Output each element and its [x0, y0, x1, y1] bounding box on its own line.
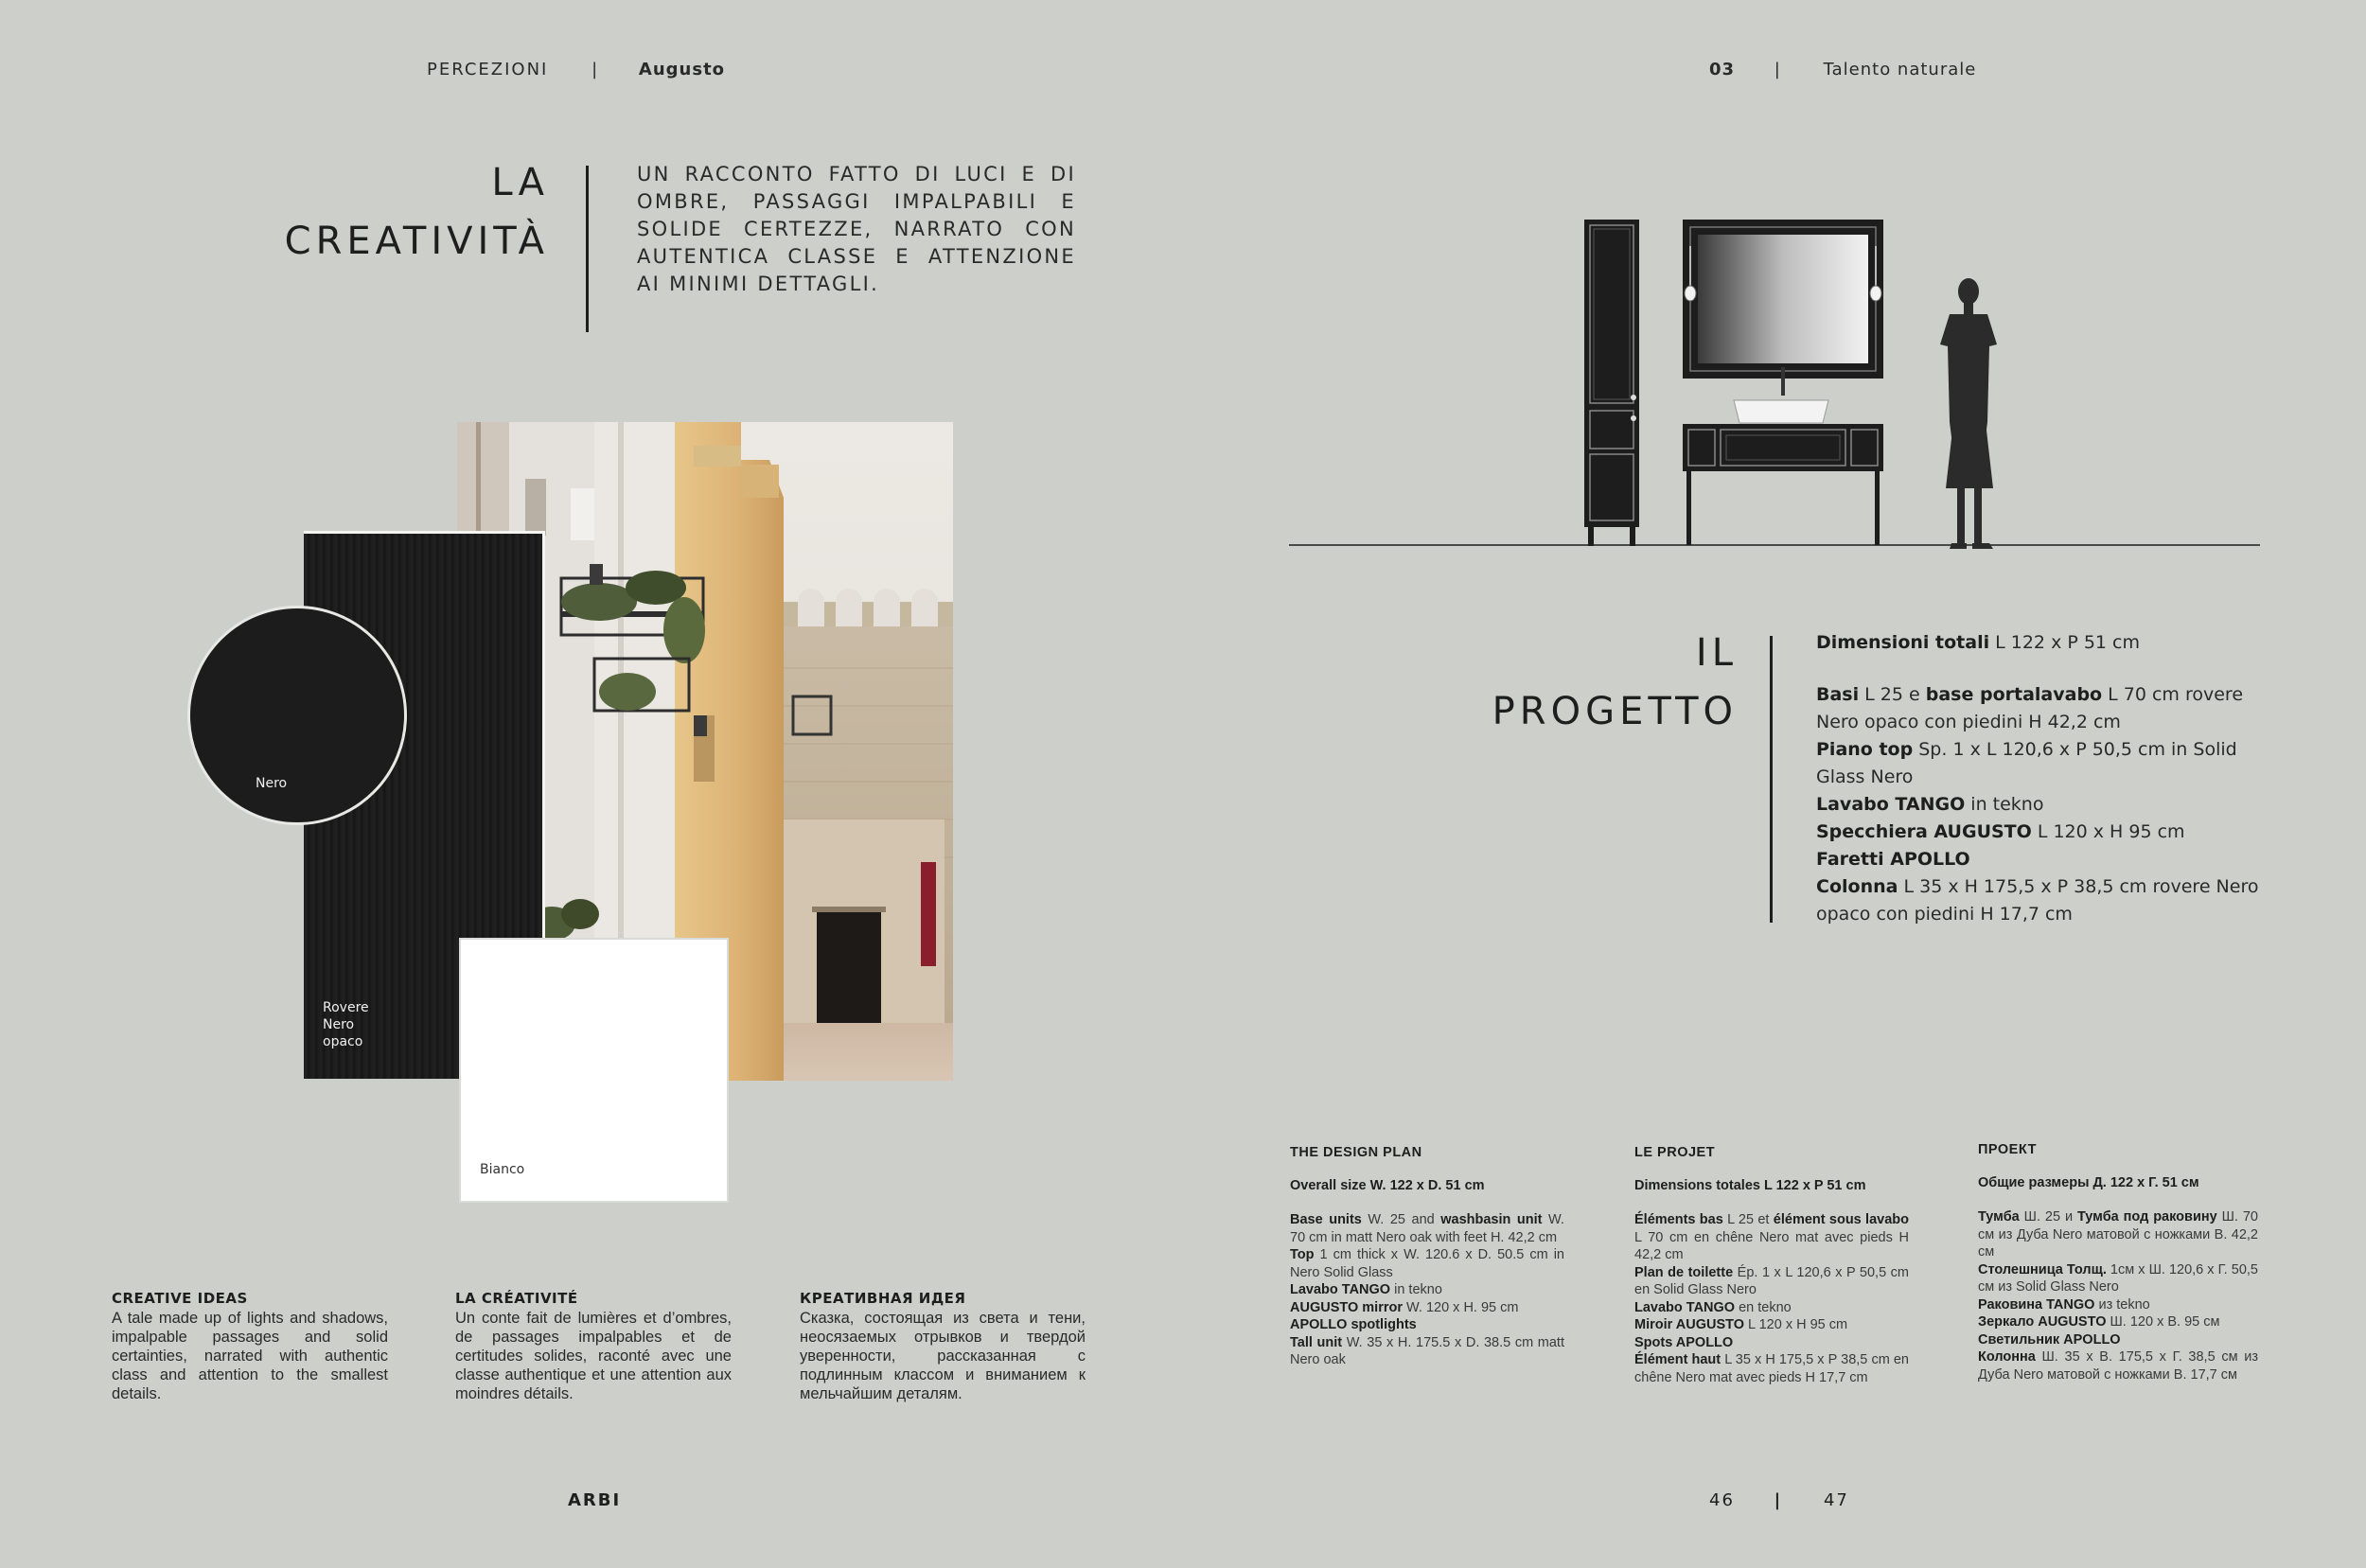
- spec-label: Specchiera AUGUSTO: [1816, 821, 2032, 842]
- spec-label: base portalavabo: [1925, 684, 2103, 705]
- spec-overall-size: Общие размеры Д. 122 x Г. 51 см: [1978, 1174, 2199, 1190]
- spec-label: Plan de toilette: [1634, 1264, 1734, 1280]
- spec-label: Lavabo TANGO: [1634, 1299, 1736, 1315]
- header-number: 03: [1709, 60, 1736, 79]
- spec-label: Miroir AUGUSTO: [1634, 1317, 1745, 1332]
- spec-column-english: [1290, 1144, 1564, 1369]
- swatch-nero-label: Nero: [256, 776, 288, 791]
- spec-label: Basi: [1816, 684, 1860, 705]
- title-divider: [586, 166, 589, 332]
- spec-label: Spots APOLLO: [1634, 1334, 1734, 1350]
- spec-value: 1см x Ш. 120,6 x Г. 50,5 см из Solid Glass Nero: [1978, 1261, 2258, 1295]
- column-heading: КРЕАТИВНАЯ ИДЕЯ: [800, 1290, 966, 1307]
- spec-label: APOLLO spotlights: [1290, 1317, 1417, 1332]
- spec-item: [1634, 1211, 1909, 1264]
- spec-item: [1978, 1313, 2258, 1331]
- spec-column-heading: LE PROJET: [1634, 1145, 1716, 1160]
- spec-label: Раковина TANGO: [1978, 1296, 2095, 1313]
- spec-label: AUGUSTO mirror: [1290, 1299, 1403, 1315]
- spec-item: [1978, 1331, 2258, 1349]
- spec-column-russian: [1978, 1141, 2258, 1383]
- swatch-nero: [187, 606, 407, 825]
- spec-item: [1290, 1316, 1564, 1334]
- spec-label: Светильник APOLLO: [1978, 1331, 2121, 1348]
- column-text: A tale made up of lights and shadows, impalpable passages and solid certainties, narrated with authentic class and attention to the smallest details.: [112, 1310, 388, 1402]
- page-number-left: 46: [1709, 1490, 1735, 1510]
- column-french: [455, 1290, 732, 1403]
- spec-item: [1978, 1296, 2258, 1314]
- spec-value: 1 cm thick x W. 120.6 x D. 50.5 cm in Nero Solid Glass: [1290, 1247, 1564, 1280]
- title-line-2: CREATIVITÀ: [284, 220, 549, 263]
- spec-column-heading: ПРОЕКТ: [1978, 1142, 2037, 1157]
- spec-lavabo: [1816, 791, 2261, 819]
- page-title-progetto: [1420, 624, 1738, 741]
- header-divider: |: [592, 60, 600, 79]
- footer-divider: |: [1774, 1490, 1783, 1510]
- spec-value: W. 70 cm in matt Nero oak with feet H. 42,2 cm: [1290, 1212, 1564, 1245]
- spec-value: Ш. 35 x В. 175,5 x Г. 38,5 см из Дуба Nero матовой с ножками В. 17,7 см: [1978, 1349, 2258, 1383]
- page-title-creativita: [237, 153, 549, 271]
- spec-item: [1978, 1348, 2258, 1383]
- spec-item: [1634, 1334, 1909, 1352]
- spec-label: Зеркало AUGUSTO: [1978, 1314, 2107, 1330]
- spec-column-heading: THE DESIGN PLAN: [1290, 1145, 1422, 1160]
- header-product: Augusto: [638, 60, 726, 79]
- progetto-divider: [1770, 636, 1773, 923]
- spec-label: Colonna: [1816, 876, 1898, 897]
- spec-item: [1290, 1334, 1564, 1369]
- spec-value: W. 120 x H. 95 cm: [1402, 1299, 1519, 1315]
- spec-value: L 70 cm en chêne Nero mat avec pieds H 42,2 cm: [1634, 1229, 1909, 1262]
- header-section: PERCEZIONI: [427, 60, 549, 79]
- spec-item: [1978, 1208, 2258, 1261]
- spec-label: élément sous lavabo: [1773, 1212, 1909, 1227]
- spec-value: L 122 x P 51 cm: [1989, 632, 2141, 653]
- footer-pages: [1709, 1490, 1849, 1510]
- spec-value: L 70 cm rovere Nero opaco con piedini H 42,2 cm: [1816, 684, 2244, 732]
- spec-faretti: [1816, 846, 2261, 873]
- spec-value: in tekno: [1390, 1282, 1442, 1297]
- spec-value: in tekno: [1965, 794, 2044, 815]
- spec-item: [1290, 1211, 1564, 1246]
- header-title: Talento naturale: [1823, 60, 1977, 79]
- spec-label: Столешница Толщ.: [1978, 1261, 2107, 1277]
- footer-brand: ARBI: [568, 1490, 622, 1510]
- spec-value: L 25 e: [1859, 684, 1926, 705]
- spec-item: [1290, 1299, 1564, 1317]
- spec-label: Lavabo TANGO: [1816, 794, 1966, 815]
- intro-text: UN RACCONTO FATTO DI LUCI E DI OMBRE, PASSAGGI IMPALPABILI E SOLIDE CERTEZZE, NARRATO CON AUTENTICA CLASSE E ATTENZIONE AI MINIMI DETTAGLI.: [637, 163, 1076, 295]
- swatch-rovere-label: [323, 999, 369, 1050]
- spec-item: [1634, 1299, 1909, 1317]
- spec-column-french: [1634, 1144, 1909, 1386]
- spec-value: Sp. 1 x L 120,6 x P 50,5 cm in Solid Glass Nero: [1816, 739, 2237, 787]
- spec-item: [1634, 1351, 1909, 1386]
- swatch-bianco-label: Bianco: [480, 1162, 525, 1177]
- spec-label: Faretti APOLLO: [1816, 849, 1970, 870]
- bathroom-composition-illustration: [1289, 208, 2260, 587]
- spec-item: [1634, 1264, 1909, 1299]
- column-text: Сказка, состоящая из света и тени, неосязаемых отрывков и твердой уверенности, рассказанная с подлинным классом и вниманием к мельчайшим деталям.: [800, 1310, 1086, 1402]
- spec-value: Ш. 25 и: [2019, 1209, 2077, 1224]
- spec-value: W. 35 x H. 175.5 x D. 38.5 cm matt Nero oak: [1290, 1334, 1564, 1367]
- column-heading: LA CRÉATIVITÉ: [455, 1290, 578, 1307]
- spec-label: Tall unit: [1290, 1334, 1343, 1350]
- column-heading: CREATIVE IDEAS: [112, 1290, 248, 1307]
- spec-label: Éléments bas: [1634, 1212, 1723, 1227]
- title-line-1: LA: [491, 161, 549, 204]
- spec-value: W. 25 and: [1361, 1212, 1441, 1227]
- spec-value: L 120 x H 95 cm: [1744, 1317, 1848, 1332]
- page-number-right: 47: [1823, 1490, 1849, 1510]
- spec-value: Ép. 1 x L 120,6 x P 50,5 cm en Solid Glass Nero: [1634, 1264, 1909, 1297]
- column-russian: [800, 1290, 1086, 1403]
- spec-label: Dimensioni totali: [1816, 632, 1990, 653]
- spec-label: Колонна: [1978, 1349, 2036, 1365]
- spec-total-size: [1816, 629, 2261, 657]
- header-left: [427, 60, 725, 79]
- spec-value: из tekno: [2094, 1296, 2150, 1313]
- spec-value: en tekno: [1735, 1299, 1792, 1315]
- spec-label: Élément haut: [1634, 1352, 1722, 1367]
- spec-label: Base units: [1290, 1212, 1362, 1227]
- spec-value: Ш. 120 x В. 95 см: [2106, 1314, 2220, 1330]
- spec-overall-size: Dimensions totales L 122 x P 51 cm: [1634, 1177, 1866, 1193]
- spec-list-italian: [1816, 629, 2261, 928]
- product-drawing: [1289, 208, 2260, 587]
- spec-label: Lavabo TANGO: [1290, 1282, 1391, 1297]
- spec-value: L 35 x H 175,5 x P 38,5 cm rovere Nero opaco con piedini H 17,7 cm: [1816, 876, 2259, 925]
- swatch-rovere-line-1: Rovere: [323, 1000, 369, 1015]
- spacer: [1816, 657, 2261, 681]
- title-line-1: IL: [1695, 631, 1738, 675]
- header-right: [1709, 60, 1976, 79]
- spec-item: [1978, 1261, 2258, 1296]
- spec-value: L 25 et: [1722, 1212, 1774, 1227]
- spec-label: Тумба под раковину: [2076, 1209, 2217, 1224]
- spec-bases: [1816, 681, 2261, 736]
- title-line-2: PROGETTO: [1492, 690, 1738, 733]
- spec-item: [1290, 1246, 1564, 1281]
- spec-item: [1290, 1281, 1564, 1299]
- spec-value: Ш. 70 см из Дуба Nero матовой с ножками В. 42,2 см: [1978, 1209, 2258, 1260]
- spec-item: [1634, 1316, 1909, 1334]
- spec-label: Piano top: [1816, 739, 1914, 760]
- spec-label: washbasin unit: [1440, 1212, 1543, 1227]
- spec-label: Top: [1290, 1247, 1315, 1262]
- column-english: [112, 1290, 388, 1403]
- spec-overall-size: Overall size W. 122 x D. 51 cm: [1290, 1177, 1485, 1193]
- spec-top: [1816, 736, 2261, 791]
- column-text: Un conte fait de lumières et d’ombres, de passages impalpables et de certitudes solides, raconté avec une classe authentique et une attention aux moindres détails.: [455, 1310, 732, 1402]
- swatch-rovere-line-3: opaco: [323, 1034, 363, 1049]
- spec-colonna: [1816, 873, 2261, 928]
- spec-value: L 120 x H 95 cm: [2031, 821, 2185, 842]
- spec-value: L 35 x H 175,5 x P 38,5 cm en chêne Nero mat avec pieds H 17,7 cm: [1634, 1352, 1909, 1385]
- spec-label: Тумба: [1978, 1209, 2020, 1224]
- spec-specchiera: [1816, 819, 2261, 846]
- swatch-rovere-line-2: Nero: [323, 1017, 355, 1032]
- header-divider: |: [1774, 60, 1782, 79]
- swatch-bianco: [459, 938, 729, 1203]
